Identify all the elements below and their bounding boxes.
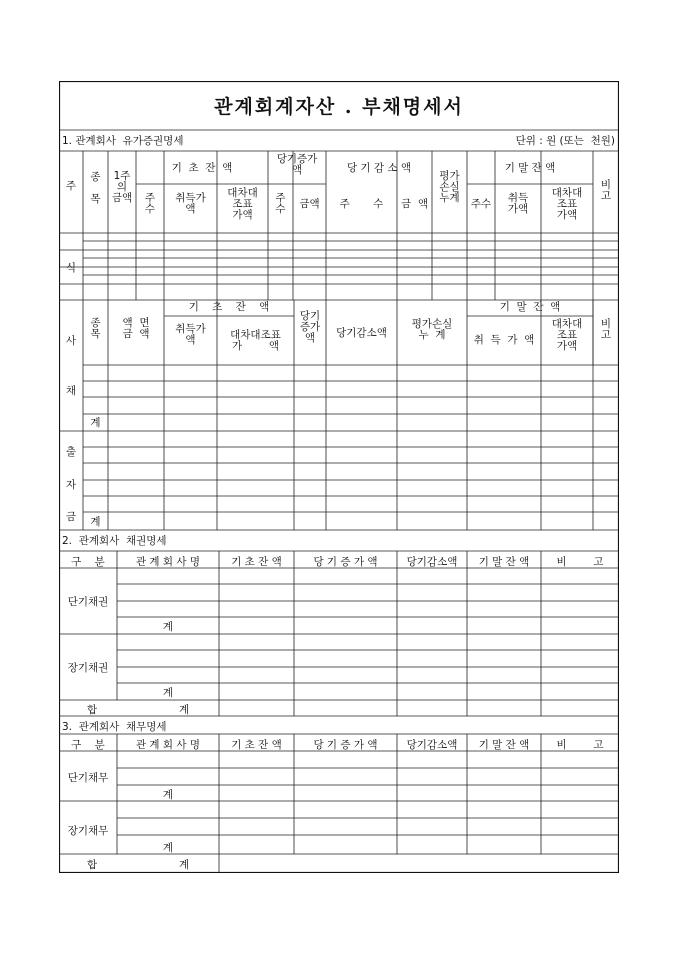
investment-side-label-1: 출 [65,446,77,458]
section1-heading: 1. 관계회사 유가증권명세 [62,135,184,147]
s3-header-increase: 당 기 증 가 액 [313,739,378,751]
s3-header-note: 비 고 [556,739,604,751]
bond-begin-header: 기 초 잔 액 [188,301,270,313]
form-title: 관계회계자산 . 부채명세서 [214,96,464,118]
bond-note-header: 비 고 [600,318,612,341]
s3-grand-total-2: 계 [179,859,190,871]
stock-begin-shares: 주 수 [144,192,156,215]
s3-header-end: 기 말 잔 액 [478,739,530,751]
s2-group-long-term: 장기채권 [67,662,109,674]
stock-kind-header: 종 목 [90,171,101,205]
stock-begin-book: 대차대 조표 가액 [227,187,258,221]
bond-valuation-header: 평가손실 누 계 [411,318,453,341]
bond-begin-book: 대차대조표 가 액 [230,329,281,352]
stock-end-cost: 취득 가액 [507,192,529,215]
stock-end-book: 대차대 조표 가액 [551,187,583,221]
stock-end-shares: 주수 [470,198,492,210]
s2-grand-total-2: 계 [179,704,190,716]
s2-header-category: 구 분 [71,556,105,568]
s3-header-category: 구 분 [71,739,105,751]
stock-decrease-header: 당 기 감 소 액 [346,162,412,174]
s3-short-term-subtotal: 계 [162,789,174,801]
s3-long-term-subtotal: 계 [162,842,174,854]
stock-decrease-shares: 주 수 [339,198,384,210]
s2-long-term-subtotal: 계 [162,687,174,699]
s2-header-note: 비 고 [556,556,604,568]
s2-header-end: 기 말 잔 액 [478,556,530,568]
stock-decrease-amount: 금 액 [401,198,428,210]
s2-header-increase: 당 기 증 가 액 [313,556,378,568]
stock-increase-header: 당기증가 액 [276,153,318,176]
stock-end-header: 기 말 잔 액 [504,162,556,174]
section3-heading: 3. 관계회사 채무명세 [62,721,167,733]
bond-increase-header: 당기 증가 액 [299,310,321,344]
s3-header-begin: 기 초 잔 액 [231,739,282,751]
bond-face-header: 액 면 금 액 [122,317,150,340]
stock-begin-header: 기 초 잔 액 [171,162,233,174]
s3-header-decrease: 당기감소액 [406,739,458,751]
s2-group-short-term: 단기채권 [67,596,109,608]
unit-note: 단위 : 원 (또는 천원) [515,135,615,147]
investment-side-label-3: 금 [65,511,77,523]
bond-end-header: 기 말 잔 액 [499,301,561,313]
s2-header-begin: 기 초 잔 액 [231,556,282,568]
stock-valuation-header: 평가 손실 누계 [439,170,460,204]
s3-group-short-term: 단기채무 [67,772,109,784]
bond-end-cost: 취 득 가 액 [473,334,535,346]
stock-note-header: 비 고 [600,179,612,202]
s3-group-long-term: 장기채무 [67,825,109,837]
statement-form [59,81,619,873]
stock-increase-amount: 금액 [299,198,320,210]
bond-side-label-top: 사 [65,335,77,347]
bond-end-book: 대차대 조표 가액 [551,318,583,352]
s2-header-company: 관 계 회 사 명 [135,556,201,568]
stock-par-header: 1주 의 금액 [111,170,133,204]
bond-decrease-header: 당기감소액 [336,327,387,339]
investment-side-label-2: 자 [65,479,77,491]
stock-side-label-top: 주 [65,180,77,192]
s2-grand-total-1: 합 [87,704,98,716]
s2-short-term-subtotal: 계 [162,621,174,633]
investment-total-label: 계 [90,516,101,528]
bond-kind-header: 종 목 [90,317,101,340]
section2-heading: 2. 관계회사 채권명세 [62,535,167,547]
bond-begin-cost: 취득가 액 [175,323,206,346]
stock-begin-cost: 취득가 액 [175,192,206,215]
bond-total-label: 계 [90,417,101,429]
s2-header-decrease: 당기감소액 [406,556,458,568]
s3-grand-total-1: 합 [87,859,98,871]
s3-header-company: 관 계 회 사 명 [135,739,201,751]
bond-side-label-bottom: 채 [65,385,77,397]
stock-increase-shares: 주 수 [275,192,286,215]
stock-side-label-bottom: 식 [65,262,77,274]
